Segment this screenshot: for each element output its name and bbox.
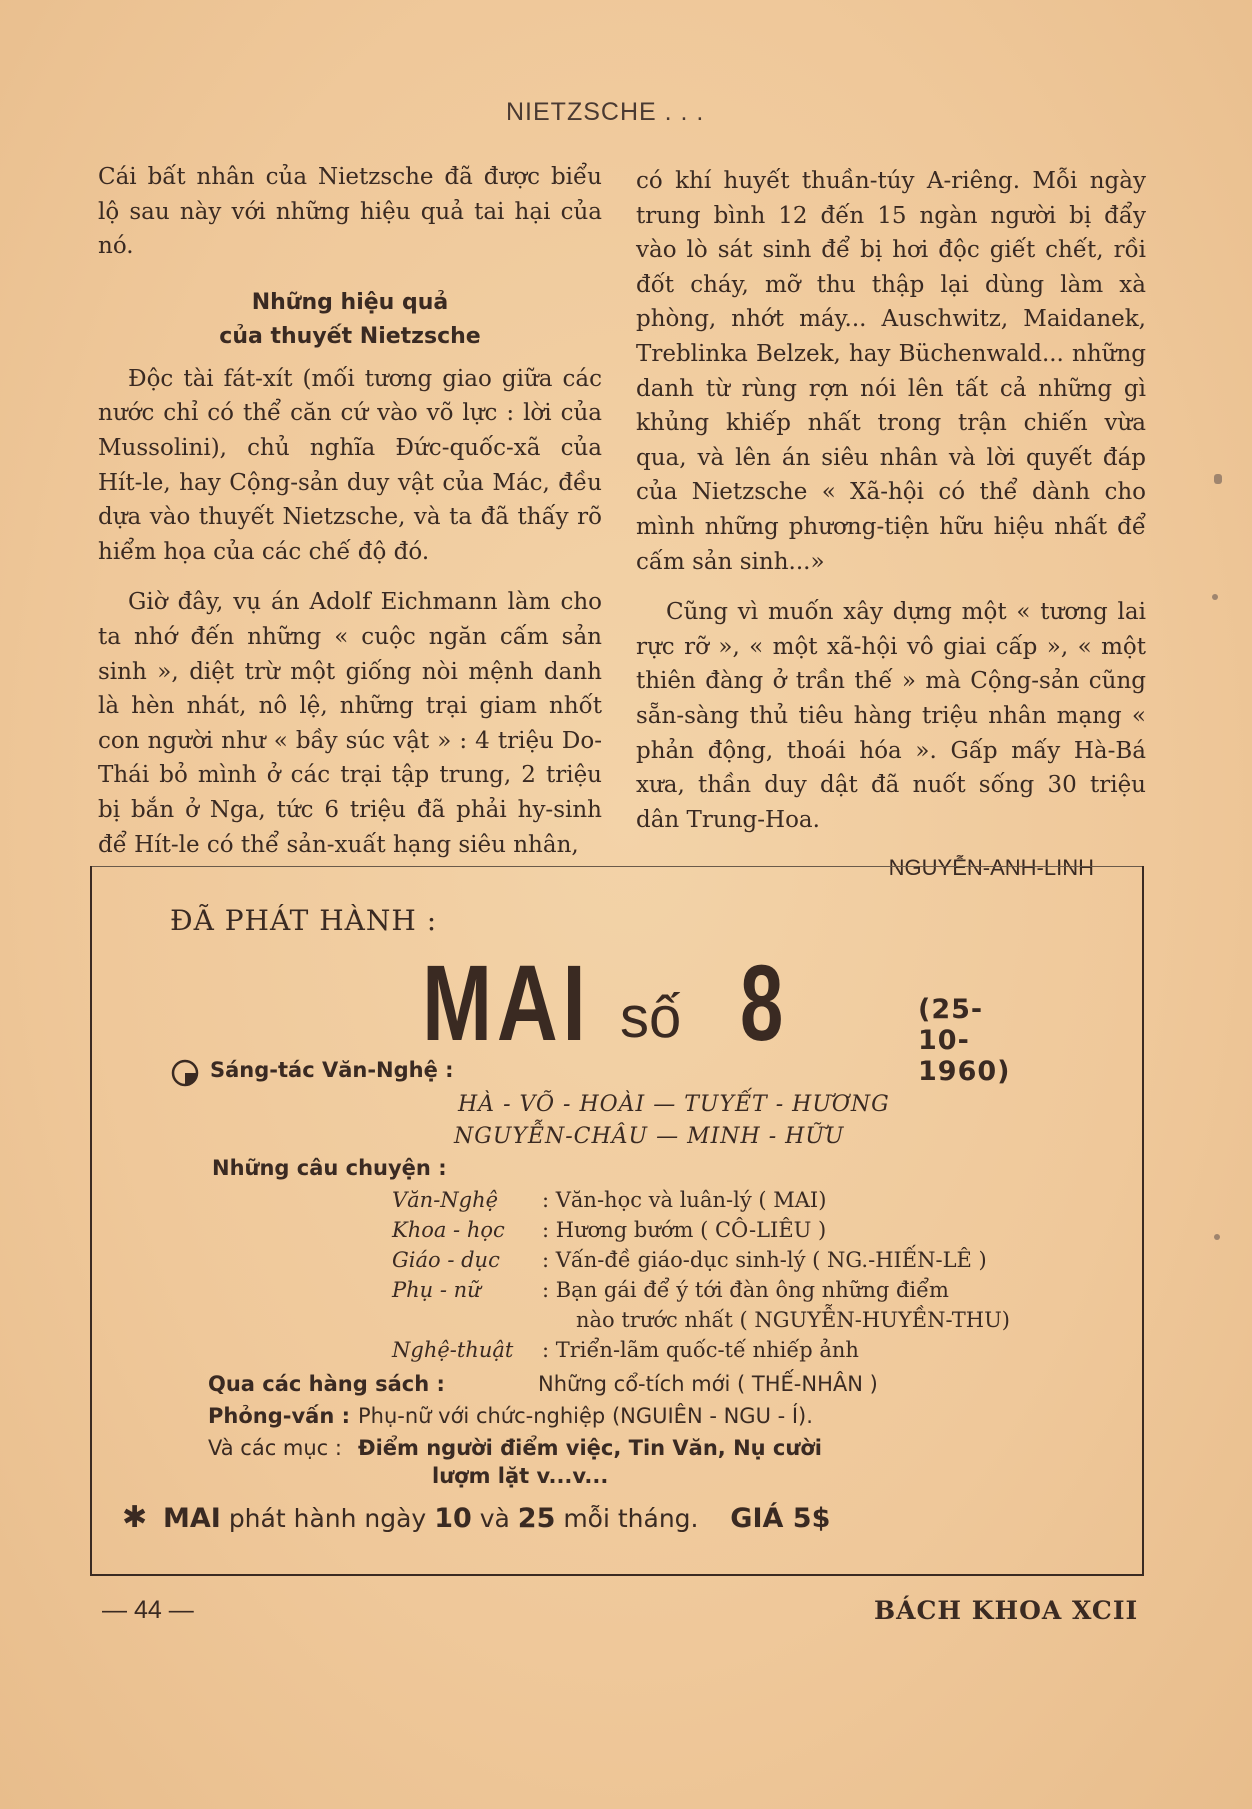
footer-day-1: 10: [434, 1503, 472, 1534]
journal-issue: BÁCH KHOA XCII: [874, 1596, 1139, 1625]
story-desc: : Vấn-đề giáo-dục sinh-lý ( NG.-HIẾN-LÊ ): [542, 1248, 987, 1272]
footer-text-1: phát hành ngày: [228, 1504, 427, 1533]
publication-schedule: [122, 1500, 830, 1535]
print-blemish: [1212, 594, 1218, 600]
released-label: ĐÃ PHÁT HÀNH :: [170, 904, 438, 937]
story-row: [392, 1278, 1112, 1308]
left-paragraph-1: Cái bất nhân của Nietzsche đã được biểu lộ sau này với những hiệu quả tai hại của nó.: [98, 164, 602, 260]
page-number: — 44 —: [102, 1596, 194, 1624]
print-blemish: [1214, 474, 1222, 484]
right-paragraph-2: Cũng vì muốn xây dựng một « tương lai rực rỡ », « một xã-hội vô giai cấp », « một thiên đàng ở trần thế » mà Cộng-sản cũng sẵn-sàng thủ tiêu hàng triệu nhân mạng « phản động, thoái hóa ». Gấp mấy Hà-Bá xưa, thần duy dật đã nuốt sống 30 triệu dân Trung-Hoa.: [636, 599, 1146, 833]
story-row-continuation: [392, 1308, 1112, 1338]
story-desc: : Triển-lãm quốc-tế nhiếp ảnh: [542, 1338, 859, 1362]
issue-number: 8: [740, 942, 784, 1063]
left-paragraph-2: Độc tài fát-xít (mối tương giao giữa các nước chỉ có thể căn cứ vào võ lực : lời của Mussolini), chủ nghĩa Đức-quốc-xã của Hít-le, hay Cộng-sản duy vật của Mác, đều dựa vào thuyết Nietzsche, và ta đã thấy rõ hiểm họa của các chế độ đó.: [98, 365, 602, 565]
section-heading-line-1: Những hiệu quả: [251, 289, 449, 315]
story-desc: nào trước nhất ( NGUYỄN-HUYỀN-THU): [576, 1308, 1010, 1332]
stories-table: [392, 1188, 1112, 1368]
magazine-advertisement: [90, 866, 1144, 1576]
story-row: [392, 1248, 1112, 1278]
authors-line-1: HÀ - VÕ - HOÀI — TUYẾT - HƯƠNG: [458, 1092, 890, 1117]
author-signature: NGUYỄN-ANH-LINH: [888, 855, 1094, 881]
bookstore-value: Những cổ-tích mới ( THẾ-NHÂN ): [538, 1372, 878, 1396]
story-desc: : Bạn gái để ý tới đàn ông những điểm: [542, 1278, 949, 1302]
story-topic: Khoa - học: [392, 1218, 505, 1242]
other-value-line-1: Điểm người điểm việc, Tin Văn, Nụ cười: [358, 1436, 822, 1460]
authors-line-2: NGUYỄN-CHÂU — MINH - HỮU: [454, 1124, 845, 1149]
story-desc: : Văn-học và luân-lý ( MAI): [542, 1188, 827, 1212]
magazine-name: MAI: [422, 942, 591, 1063]
bookstore-label: Qua các hàng sách :: [208, 1372, 445, 1396]
left-paragraph-3: Giờ đây, vụ án Adolf Eichmann làm cho ta nhớ đến những « cuộc ngăn cấm sản sinh », diệt trừ một giống nòi mệnh danh là hèn nhát, nô lệ, những trại giam nhốt con người như « bầy súc vật » : 4 triệu Do-Thái bỏ mình ở các trại tập trung, 2 triệu bị bắn ở Nga, tức 6 triệu đã phải hy-sinh để Hít-le có thể sản-xuất hạng siêu nhân,: [98, 589, 602, 858]
story-row: [392, 1338, 1112, 1368]
section-heading-line-2: của thuyết Nietzsche: [219, 323, 481, 349]
stories-label: Những câu chuyện :: [212, 1156, 447, 1180]
issue-date: (25-10-1960): [918, 994, 1011, 1087]
footer-text-2: và: [479, 1504, 510, 1533]
running-head: NIETZSCHE . . .: [506, 98, 705, 126]
creative-label: Sáng-tác Văn-Nghệ :: [210, 1058, 454, 1082]
footer-magazine-name: MAI: [163, 1503, 221, 1534]
story-row: [392, 1218, 1112, 1248]
other-value-line-2: lượm lặt v...v...: [432, 1464, 609, 1488]
story-topic: Phụ - nữ: [392, 1278, 481, 1302]
right-column: [636, 164, 1146, 886]
bullet-circle-icon: [170, 1058, 200, 1088]
footer-price: GIÁ 5$: [730, 1503, 831, 1534]
story-desc: : Hương bướm ( CÔ-LIÊU ): [542, 1218, 827, 1242]
footer-day-2: 25: [517, 1503, 556, 1534]
issue-word: số: [620, 985, 682, 1050]
footer-text-3: mỗi tháng.: [563, 1504, 699, 1533]
left-column: [98, 160, 602, 862]
interview-value: Phụ-nữ với chức-nghiệp (NGUIÊN - NGU - Í).: [358, 1404, 813, 1428]
story-row: [392, 1188, 1112, 1218]
right-paragraph-1: có khí huyết thuần-túy A-riêng. Mỗi ngày trung bình 12 đến 15 ngàn người bị đẩy vào lò sát sinh để bị hơi độc giết chết, rồi đốt cháy, mỡ thu thập lại dùng làm xà phòng, nhớt máy... Auschwitz, Maidanek, Treblinka Belzek, hay Büchenwald... những danh từ rùng rợn nói lên tất cả những gì khủng khiếp nhất trong trận chiến vừa qua, và lên án siêu nhân và lời quyết đáp của Nietzsche « Xã-hội có thể dành cho mình những phương-tiện hữu hiệu nhất để cấm sản sinh...»: [636, 168, 1146, 575]
story-topic: Giáo - dục: [392, 1248, 500, 1272]
star-icon: ✱: [122, 1500, 148, 1535]
story-topic: Nghệ-thuật: [392, 1338, 514, 1362]
print-blemish: [1214, 1234, 1220, 1240]
section-heading: [98, 286, 602, 354]
other-label: Và các mục :: [208, 1436, 342, 1460]
story-topic: Văn-Nghệ: [392, 1188, 499, 1212]
interview-label: Phỏng-vấn :: [208, 1404, 350, 1428]
